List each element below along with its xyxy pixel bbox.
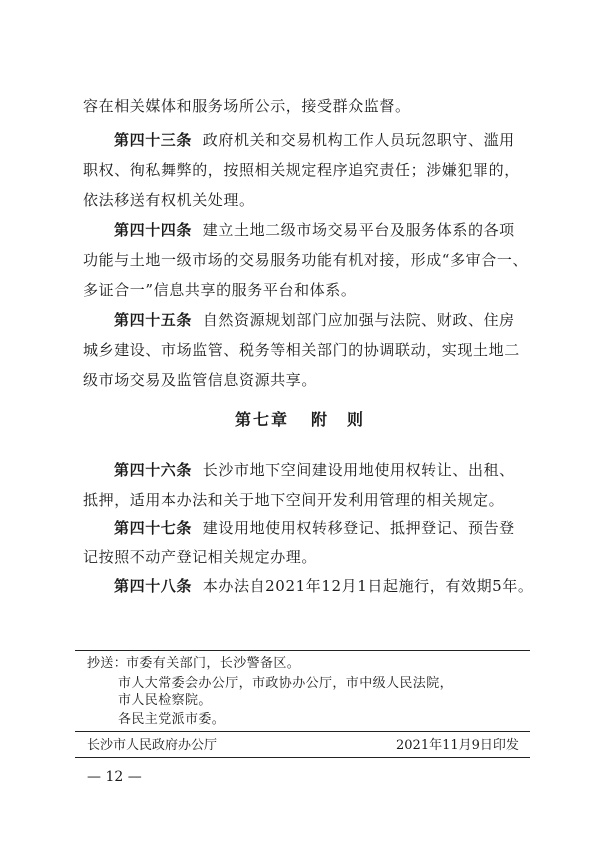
- article-47-line-1: 第四十七条 建设用地使用权转移登记、抵押登记、预告登: [114, 519, 515, 537]
- cc-line-4: 各民主党派市委。: [118, 712, 226, 727]
- article-44-line-2: 功能与土地一级市场的交易服务功能有机对接，形成“多审合一、: [83, 251, 529, 269]
- article-48-heading: 第四十八条: [114, 577, 193, 595]
- cc-bottom-rule: [75, 731, 530, 732]
- article-43-line-1: 第四十三条 政府机关和交易机构工作人员玩忽职守、滥用: [114, 131, 515, 149]
- cc-line-1: 市委有关部门，长沙警备区。: [126, 656, 301, 671]
- footer-rule: [75, 757, 530, 758]
- cc-label: 抄送：: [87, 656, 128, 671]
- article-46-line-2: 抵押，适用本办法和关于地下空间开发利用管理的相关规定。: [83, 491, 505, 509]
- article-44-line-1: 第四十四条 建立土地二级市场交易平台及服务体系的各项: [114, 221, 515, 239]
- page-number: — 12 —: [87, 769, 142, 785]
- article-43-heading: 第四十三条: [114, 131, 193, 149]
- article-45-line-3: 级市场交易及监管信息资源共享。: [83, 371, 318, 389]
- cc-top-rule: [75, 650, 530, 651]
- article-47-line-2: 记按照不动产登记相关规定办理。: [83, 548, 318, 566]
- cc-line-3: 市人民检察院。: [118, 693, 212, 708]
- chapter-number: 第七章: [234, 410, 289, 429]
- article-48-line-1: 第四十八条 本办法自2021年12月1日起施行，有效期5年。: [114, 577, 534, 595]
- chapter-heading: [0, 407, 600, 430]
- article-46-heading: 第四十六条: [114, 461, 193, 479]
- article-45-line-1: 第四十五条 自然资源规划部门应加强与法院、财政、住房: [114, 311, 515, 329]
- article-44-heading: 第四十四条: [114, 221, 193, 239]
- issue-date: 2021年11月9日印发: [396, 738, 519, 753]
- body-line: 容在相关媒体和服务场所公示，接受群众监督。: [83, 97, 411, 115]
- article-44-line-3: 多证合一”信息共享的服务平台和体系。: [83, 281, 357, 299]
- article-45-heading: 第四十五条: [114, 311, 193, 329]
- cc-line-2: 市人大常委会办公厅，市政协办公厅，市中级人民法院，: [118, 676, 454, 691]
- article-43-line-3: 依法移送有权机关处理。: [83, 191, 255, 209]
- article-43-line-2: 职权、徇私舞弊的，按照相关规定程序追究责任；涉嫌犯罪的，: [83, 161, 520, 179]
- article-46-line-1: 第四十六条 长沙市地下空间建设用地使用权转让、出租、: [114, 461, 515, 479]
- article-45-line-2: 城乡建设、市场监管、税务等相关部门的协调联动，实现土地二: [83, 341, 520, 359]
- chapter-title: 附 则: [311, 410, 366, 429]
- issuing-office: 长沙市人民政府办公厅: [87, 738, 218, 753]
- article-47-heading: 第四十七条: [114, 519, 193, 537]
